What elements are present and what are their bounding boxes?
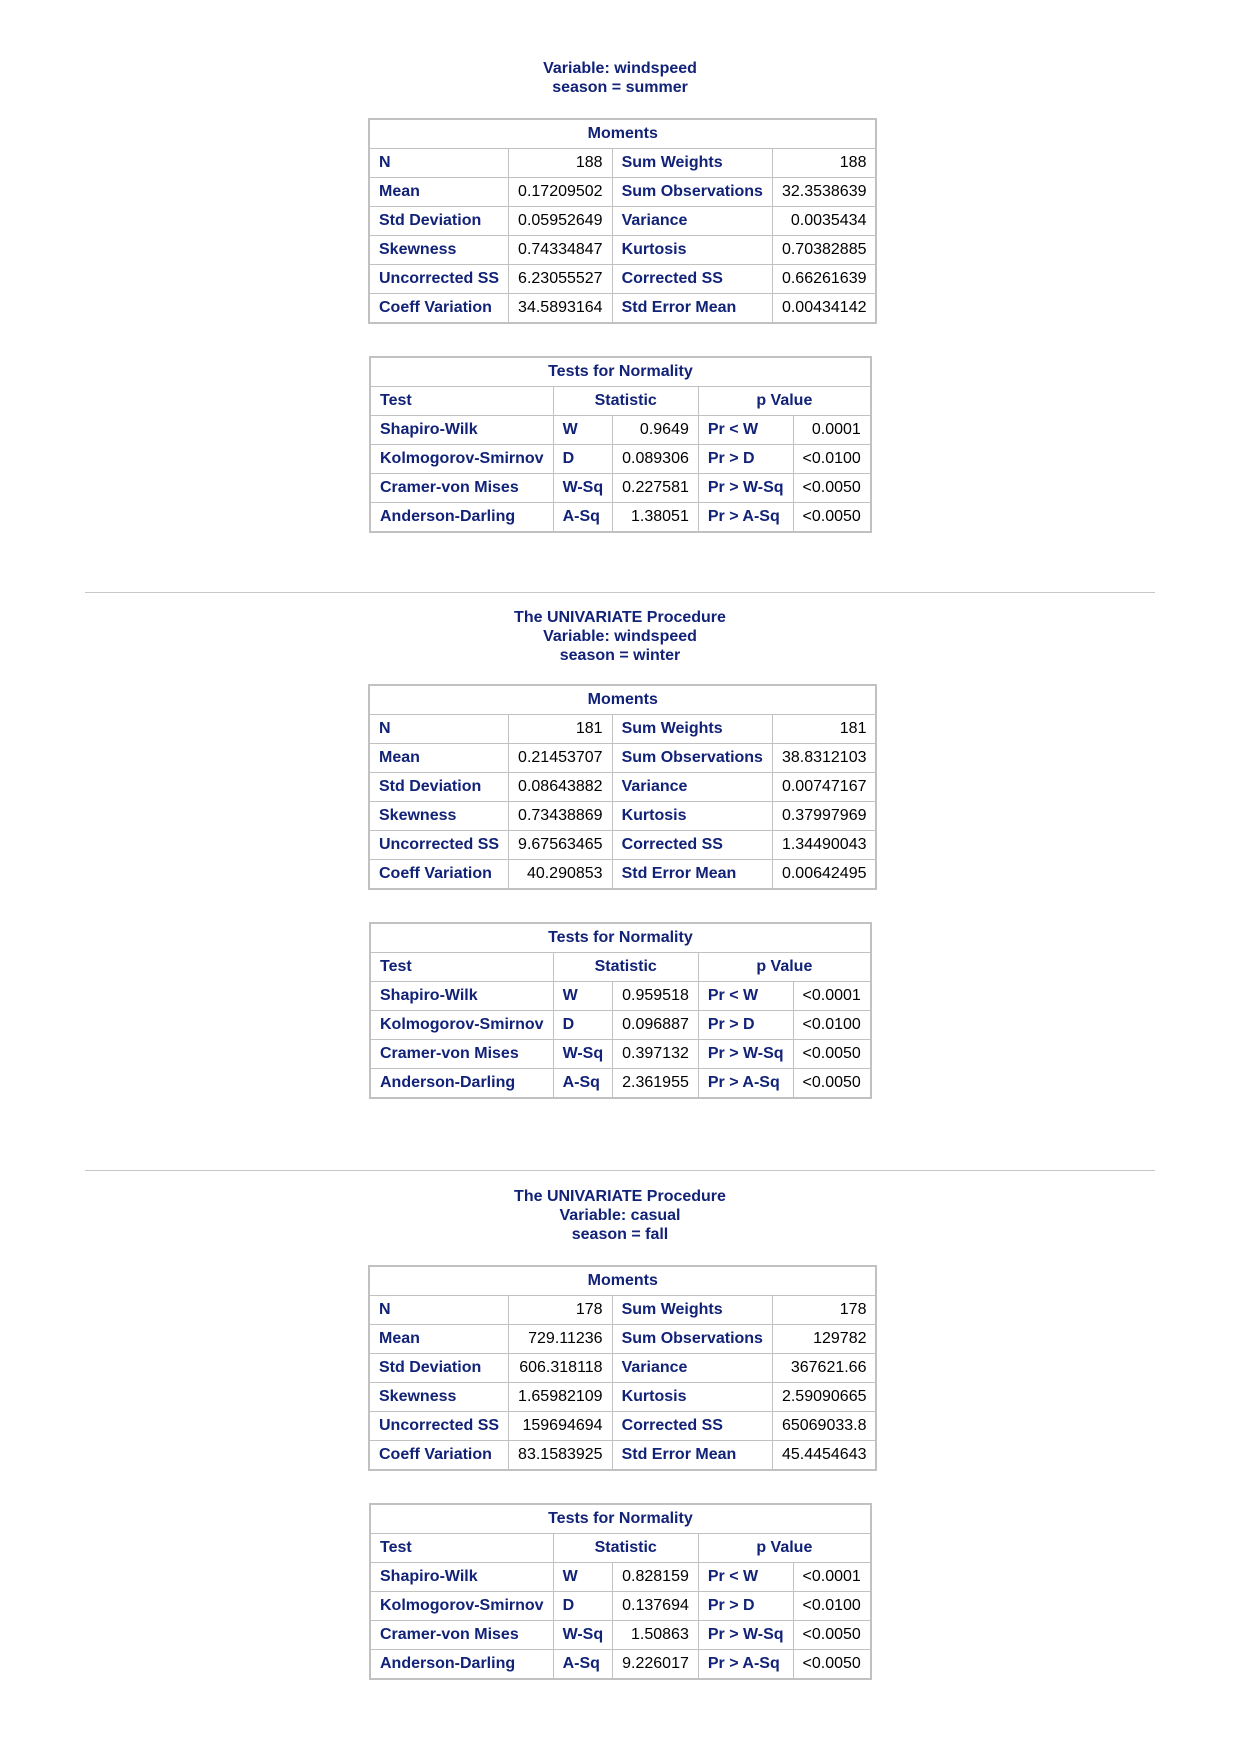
stat-label-wsq: W-Sq (553, 1040, 613, 1069)
p-label-wsq: Pr > W-Sq (698, 1040, 793, 1069)
label-variance: Variance (612, 1354, 772, 1383)
season-title: season = fall (571, 1226, 669, 1243)
value-variance: 0.0035434 (772, 207, 876, 236)
label-variance: Variance (612, 773, 772, 802)
header-test: Test (370, 1534, 553, 1563)
value-sum-obs: 32.3538639 (772, 178, 876, 207)
p-value-cvm: <0.0050 (793, 474, 871, 503)
label-css: Corrected SS (612, 1412, 772, 1441)
value-variance: 367621.66 (772, 1354, 876, 1383)
value-kurtosis: 0.37997969 (772, 802, 876, 831)
value-cv: 34.5893164 (509, 294, 613, 324)
stat-label-d: D (553, 445, 613, 474)
table-row (369, 802, 876, 831)
stat-value-ks: 0.096887 (613, 1011, 699, 1040)
p-value-ad: <0.0050 (793, 503, 871, 533)
moments-caption: Moments (369, 119, 876, 149)
p-label-asq: Pr > A-Sq (698, 1069, 793, 1099)
test-cramer-von-mises: Cramer-von Mises (370, 1621, 553, 1650)
label-skewness: Skewness (369, 802, 509, 831)
header-statistic: Statistic (553, 953, 698, 982)
table-row (369, 236, 876, 265)
label-std-dev: Std Deviation (369, 773, 509, 802)
normality-caption: Tests for Normality (370, 357, 871, 387)
label-uss: Uncorrected SS (369, 1412, 509, 1441)
variable-title: Variable: windspeed (543, 60, 697, 77)
label-sum-weights: Sum Weights (612, 1296, 772, 1325)
stat-label-asq: A-Sq (553, 503, 613, 533)
label-cv: Coeff Variation (369, 860, 509, 890)
table-header-row (370, 1534, 871, 1563)
p-value-cvm: <0.0050 (793, 1621, 871, 1650)
label-cv: Coeff Variation (369, 1441, 509, 1471)
p-value-ks: <0.0100 (793, 445, 871, 474)
stat-label-d: D (553, 1011, 613, 1040)
table-row (370, 503, 871, 533)
value-sum-obs: 129782 (772, 1325, 876, 1354)
table-row (370, 982, 871, 1011)
header-pvalue: p Value (698, 953, 870, 982)
value-sem: 45.4454643 (772, 1441, 876, 1471)
label-sum-weights: Sum Weights (612, 149, 772, 178)
header-test: Test (370, 953, 553, 982)
stat-value-ks: 0.089306 (613, 445, 699, 474)
normality-table (369, 356, 872, 533)
variable-title: Variable: casual (559, 1207, 681, 1224)
table-row (369, 715, 876, 744)
header-statistic: Statistic (553, 1534, 698, 1563)
season-title: season = winter (559, 647, 681, 664)
value-css: 0.66261639 (772, 265, 876, 294)
table-row (369, 1383, 876, 1412)
procedure-title: The UNIVARIATE Procedure (514, 1188, 726, 1205)
normality-caption: Tests for Normality (370, 923, 871, 953)
table-header-row (370, 953, 871, 982)
stat-value-ks: 0.137694 (613, 1592, 699, 1621)
p-value-cvm: <0.0050 (793, 1040, 871, 1069)
variable-title: Variable: windspeed (543, 628, 697, 645)
test-cramer-von-mises: Cramer-von Mises (370, 474, 553, 503)
table-row (370, 474, 871, 503)
table-row (369, 207, 876, 236)
section-1-titles (0, 59, 1240, 97)
label-sum-obs: Sum Observations (612, 1325, 772, 1354)
header-statistic: Statistic (553, 387, 698, 416)
test-shapiro-wilk: Shapiro-Wilk (370, 416, 553, 445)
value-css: 1.34490043 (772, 831, 876, 860)
moments-caption: Moments (369, 1266, 876, 1296)
label-css: Corrected SS (612, 831, 772, 860)
stat-label-wsq: W-Sq (553, 474, 613, 503)
table-row (370, 1011, 871, 1040)
table-row (369, 149, 876, 178)
value-kurtosis: 2.59090665 (772, 1383, 876, 1412)
table-row (370, 416, 871, 445)
header-pvalue: p Value (698, 1534, 870, 1563)
label-mean: Mean (369, 1325, 509, 1354)
stat-value-ad: 1.38051 (613, 503, 699, 533)
table-row (369, 1325, 876, 1354)
value-sum-weights: 188 (772, 149, 876, 178)
table-row (369, 1441, 876, 1471)
value-cv: 40.290853 (509, 860, 613, 890)
value-uss: 9.67563465 (509, 831, 613, 860)
stat-label-w: W (553, 1563, 613, 1592)
table-row (369, 831, 876, 860)
test-anderson-darling: Anderson-Darling (370, 1069, 553, 1099)
stat-label-asq: A-Sq (553, 1650, 613, 1680)
p-label-wsq: Pr > W-Sq (698, 474, 793, 503)
test-shapiro-wilk: Shapiro-Wilk (370, 1563, 553, 1592)
value-skewness: 0.74334847 (509, 236, 613, 265)
section-divider (85, 592, 1155, 593)
table-row (370, 1592, 871, 1621)
label-sem: Std Error Mean (612, 1441, 772, 1471)
label-sum-weights: Sum Weights (612, 715, 772, 744)
test-kolmogorov-smirnov: Kolmogorov-Smirnov (370, 445, 553, 474)
p-label-w: Pr < W (698, 1563, 793, 1592)
stat-value-cvm: 1.50863 (613, 1621, 699, 1650)
label-mean: Mean (369, 744, 509, 773)
value-sem: 0.00434142 (772, 294, 876, 324)
value-cv: 83.1583925 (509, 1441, 613, 1471)
p-label-d: Pr > D (698, 1592, 793, 1621)
p-label-asq: Pr > A-Sq (698, 503, 793, 533)
table-row (370, 1069, 871, 1099)
header-pvalue: p Value (698, 387, 870, 416)
p-value-sw: <0.0001 (793, 982, 871, 1011)
value-mean: 0.21453707 (509, 744, 613, 773)
p-value-sw: 0.0001 (793, 416, 871, 445)
section-2-titles (0, 608, 1240, 665)
table-row (370, 1650, 871, 1680)
value-uss: 159694694 (509, 1412, 613, 1441)
label-sum-obs: Sum Observations (612, 744, 772, 773)
stat-label-d: D (553, 1592, 613, 1621)
label-uss: Uncorrected SS (369, 265, 509, 294)
table-row (369, 744, 876, 773)
stat-value-sw: 0.959518 (613, 982, 699, 1011)
label-mean: Mean (369, 178, 509, 207)
section-3-titles (0, 1187, 1240, 1244)
value-kurtosis: 0.70382885 (772, 236, 876, 265)
value-mean: 0.17209502 (509, 178, 613, 207)
value-sum-obs: 38.8312103 (772, 744, 876, 773)
value-std-dev: 606.318118 (509, 1354, 613, 1383)
p-value-ad: <0.0050 (793, 1650, 871, 1680)
season-title: season = summer (552, 79, 688, 96)
label-n: N (369, 1296, 509, 1325)
label-n: N (369, 715, 509, 744)
stat-value-ad: 2.361955 (613, 1069, 699, 1099)
stat-value-cvm: 0.227581 (613, 474, 699, 503)
header-test: Test (370, 387, 553, 416)
table-row (370, 445, 871, 474)
value-variance: 0.00747167 (772, 773, 876, 802)
stat-label-wsq: W-Sq (553, 1621, 613, 1650)
stat-label-asq: A-Sq (553, 1069, 613, 1099)
table-row (370, 1040, 871, 1069)
test-anderson-darling: Anderson-Darling (370, 503, 553, 533)
p-label-w: Pr < W (698, 982, 793, 1011)
test-anderson-darling: Anderson-Darling (370, 1650, 553, 1680)
value-n: 181 (509, 715, 613, 744)
p-label-wsq: Pr > W-Sq (698, 1621, 793, 1650)
p-label-d: Pr > D (698, 1011, 793, 1040)
table-row (369, 178, 876, 207)
normality-table (369, 1503, 872, 1680)
stat-value-sw: 0.828159 (613, 1563, 699, 1592)
moments-table (368, 118, 877, 324)
label-uss: Uncorrected SS (369, 831, 509, 860)
table-row (370, 1621, 871, 1650)
p-value-ks: <0.0100 (793, 1592, 871, 1621)
label-sum-obs: Sum Observations (612, 178, 772, 207)
table-row (369, 773, 876, 802)
label-variance: Variance (612, 207, 772, 236)
stat-value-cvm: 0.397132 (613, 1040, 699, 1069)
label-sem: Std Error Mean (612, 294, 772, 324)
p-label-asq: Pr > A-Sq (698, 1650, 793, 1680)
label-sem: Std Error Mean (612, 860, 772, 890)
table-row (369, 1412, 876, 1441)
label-n: N (369, 149, 509, 178)
label-skewness: Skewness (369, 1383, 509, 1412)
label-skewness: Skewness (369, 236, 509, 265)
p-label-d: Pr > D (698, 445, 793, 474)
label-css: Corrected SS (612, 265, 772, 294)
label-std-dev: Std Deviation (369, 207, 509, 236)
value-n: 178 (509, 1296, 613, 1325)
table-row (369, 1354, 876, 1383)
moments-table (368, 1265, 877, 1471)
value-mean: 729.11236 (509, 1325, 613, 1354)
normality-table (369, 922, 872, 1099)
stat-value-sw: 0.9649 (613, 416, 699, 445)
normality-caption: Tests for Normality (370, 1504, 871, 1534)
test-kolmogorov-smirnov: Kolmogorov-Smirnov (370, 1011, 553, 1040)
value-sum-weights: 178 (772, 1296, 876, 1325)
value-skewness: 0.73438869 (509, 802, 613, 831)
label-kurtosis: Kurtosis (612, 236, 772, 265)
stat-label-w: W (553, 982, 613, 1011)
test-cramer-von-mises: Cramer-von Mises (370, 1040, 553, 1069)
value-css: 65069033.8 (772, 1412, 876, 1441)
label-std-dev: Std Deviation (369, 1354, 509, 1383)
label-kurtosis: Kurtosis (612, 802, 772, 831)
table-row (370, 1563, 871, 1592)
stat-label-w: W (553, 416, 613, 445)
value-skewness: 1.65982109 (509, 1383, 613, 1412)
table-row (369, 294, 876, 324)
label-kurtosis: Kurtosis (612, 1383, 772, 1412)
moments-table (368, 684, 877, 890)
table-row (369, 1296, 876, 1325)
p-label-w: Pr < W (698, 416, 793, 445)
value-uss: 6.23055527 (509, 265, 613, 294)
moments-caption: Moments (369, 685, 876, 715)
value-sem: 0.00642495 (772, 860, 876, 890)
p-value-ks: <0.0100 (793, 1011, 871, 1040)
value-std-dev: 0.08643882 (509, 773, 613, 802)
test-kolmogorov-smirnov: Kolmogorov-Smirnov (370, 1592, 553, 1621)
value-n: 188 (509, 149, 613, 178)
table-row (369, 860, 876, 890)
table-header-row (370, 387, 871, 416)
section-divider (85, 1170, 1155, 1171)
value-sum-weights: 181 (772, 715, 876, 744)
test-shapiro-wilk: Shapiro-Wilk (370, 982, 553, 1011)
p-value-ad: <0.0050 (793, 1069, 871, 1099)
procedure-title: The UNIVARIATE Procedure (514, 609, 726, 626)
p-value-sw: <0.0001 (793, 1563, 871, 1592)
value-std-dev: 0.05952649 (509, 207, 613, 236)
table-row (369, 265, 876, 294)
label-cv: Coeff Variation (369, 294, 509, 324)
stat-value-ad: 9.226017 (613, 1650, 699, 1680)
